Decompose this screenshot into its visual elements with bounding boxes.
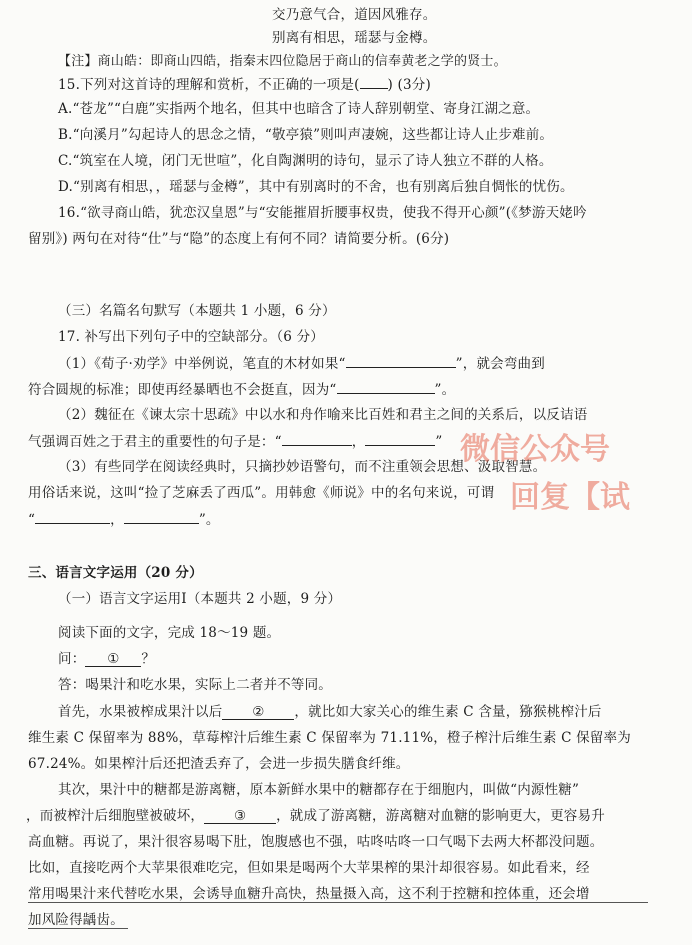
q17-s1-line-2 bbox=[28, 381, 455, 399]
q17-s1-b: ”，就会弯曲到 bbox=[455, 356, 545, 372]
q17-s3-line-1: （3）有些同学在阅读经典时，只摘抄妙语警句，而不注重领会思想、汲取智慧。 bbox=[58, 459, 547, 475]
para1-a: 首先，水果被榨成果汁以后 bbox=[58, 704, 223, 720]
para2-line-4: 比如，直接吃两个大苹果很难吃完，但如果是喝两个大苹果榨的果汁却很容易。如此看来，经 bbox=[28, 860, 590, 876]
para2-line-5: 常用喝果汁来代替吃水果，会诱导血糖升高快，热量摄入高，这不利于控糖和控体重，还会增 bbox=[28, 886, 590, 902]
section-3-title: 三、语言文字运用（20 分） bbox=[28, 565, 203, 581]
section-3-subtitle: （一）语言文字运用Ⅰ（本题共 2 小题，9 分） bbox=[58, 591, 342, 607]
q15-option-a: A.“苍龙”“白鹿”实指两个地名，但其中也暗含了诗人辞别朝堂、寄身江湖之意。 bbox=[58, 101, 540, 117]
q15-answer-blank bbox=[360, 76, 388, 89]
para2-c: ，就成了游离糖，游离糖对血糖的影响更大，更容易升 bbox=[276, 808, 605, 824]
poem-note: 【注】商山皓：即商山四皓，指秦末四位隐居于商山的信奉黄老之学的贤士。 bbox=[58, 54, 507, 69]
para1-line-1 bbox=[58, 704, 602, 721]
q15-stem-b: ) (3分) bbox=[387, 77, 431, 93]
reading-intro: 阅读下面的文字，完成 18～19 题。 bbox=[58, 625, 281, 641]
q17-s3-c: “ bbox=[28, 512, 36, 528]
q17-s2-line-1: （2）魏征在《谏太宗十思疏》中以水和舟作喻来比百姓和君主之间的关系后，以反诘语 bbox=[58, 407, 588, 423]
answer-line: 答：喝果汁和吃水果，实际上二者并不等同。 bbox=[58, 677, 332, 693]
watermark-line-1: 微信公众号 bbox=[460, 432, 610, 467]
q17-s3-line-3 bbox=[28, 511, 220, 529]
q17-s1-c: 符合圆规的标准；即使再经暴晒也不会挺直，因为“ bbox=[28, 382, 337, 398]
q17-stem: 17. 补写出下列句子中的空缺部分。（6 分） bbox=[58, 329, 324, 345]
q16-line-2: 留别》) 两句在对待“仕”与“隐”的态度上有何不同？请简要分析。(6分) bbox=[28, 231, 450, 247]
blank-2-mark: ② bbox=[252, 704, 265, 720]
q17-s1-blank-2 bbox=[337, 381, 435, 394]
q17-s3-line-2: 用俗话来说，这叫“捡了芝麻丢了西瓜”。用韩愈《师说》中的名句来说，可谓 bbox=[28, 485, 495, 501]
para2-line-2 bbox=[26, 808, 605, 825]
para1-line-2: 维生素 C 保留率为 88%，草莓榨汁后维生素 C 保留率为 71.11%，橙子榨汁后维生素 C 保留率为 bbox=[28, 730, 631, 746]
q17-s1-blank-1 bbox=[346, 355, 456, 368]
q16-line-1: 16.“欲寻商山皓，犹恋汉皇恩”与“安能摧眉折腰事权贵，使我不得开心颜”(《梦游天姥吟 bbox=[58, 205, 587, 221]
q17-s3-e: ”。 bbox=[198, 512, 220, 528]
q17-s1-d: ”。 bbox=[434, 382, 456, 398]
q17-s3-d: ， bbox=[110, 512, 124, 528]
q15-option-b: B.“向溪月”勾起诗人的思念之情，“敬亭猿”则叫声凄婉，这些都让诗人止步难前。 bbox=[58, 127, 554, 143]
blank-3-mark: ③ bbox=[233, 808, 247, 824]
ask-end: ？ bbox=[141, 651, 156, 667]
q17-s3-blank-2 bbox=[124, 511, 199, 524]
poem-line-1: 交乃意气合，道因风雅存。 bbox=[272, 7, 437, 23]
watermark-line-2: 回复【试 bbox=[510, 480, 630, 515]
blank-2 bbox=[222, 704, 294, 720]
q17-s2-b: 气强调百姓之于君主的重要性的句子是：“ bbox=[28, 434, 282, 450]
q17-s2-line-2 bbox=[28, 433, 443, 451]
q17-s2-blank-2 bbox=[365, 433, 435, 446]
blank-1 bbox=[85, 651, 141, 667]
para2-line-1: 其次，果汁中的糖都是游离糖，原本新鲜水果中的糖都存在于细胞内，叫做“内源性糖” bbox=[58, 782, 580, 798]
para2-line-6: 加风险得龋齿。 bbox=[28, 912, 124, 928]
ask-line bbox=[58, 651, 155, 668]
q15-option-d: D.“别离有相思，，瑶瑟与金樽”，其中有别离时的不舍，也有别离后独自惆怅的忧伤。 bbox=[58, 179, 574, 195]
blank-3 bbox=[204, 808, 276, 824]
handwritten-underline-1 bbox=[28, 902, 648, 903]
poem-line-2: 别离有相思，瑶瑟与金樽。 bbox=[272, 30, 437, 46]
para2-b: ，而被榨汁后细胞壁被破坏， bbox=[26, 808, 205, 824]
q17-s2-d: ” bbox=[435, 434, 443, 450]
para1-b: ，就比如大家关心的维生素 C 含量，猕猴桃榨汁后 bbox=[294, 704, 602, 720]
handwritten-underline-2 bbox=[28, 928, 128, 929]
q17-s1-line-1 bbox=[58, 355, 545, 373]
para1-line-3: 67.24%。如果榨汁后还把渣丢弃了，会进一步损失膳食纤维。 bbox=[28, 756, 410, 772]
q17-s2-blank-1 bbox=[282, 433, 352, 446]
q15-stem-a: 15.下列对这首诗的理解和赏析，不正确的一项是( bbox=[58, 77, 360, 93]
q15-stem bbox=[58, 76, 431, 94]
blank-1-mark: ① bbox=[107, 651, 120, 667]
ask-label: 问： bbox=[58, 651, 86, 667]
mingju-section-title: （三）名篇名句默写（本题共 1 小题，6 分） bbox=[58, 303, 336, 319]
q17-s2-c: ， bbox=[351, 434, 366, 450]
q17-s1-a: （1）《荀子·劝学》中举例说，笔直的木材如果“ bbox=[58, 356, 346, 372]
para2-line-3: 高血糖。再说了，果汁很容易喝下肚，饱腹感也不强，咕咚咕咚一口气喝下去两大杯都没问题。 bbox=[28, 834, 604, 850]
q15-option-c: C.“筑室在人境，闭门无世喧”，化自陶渊明的诗句，显示了诗人独立不群的人格。 bbox=[58, 153, 553, 169]
q17-s3-blank-1 bbox=[35, 511, 110, 524]
